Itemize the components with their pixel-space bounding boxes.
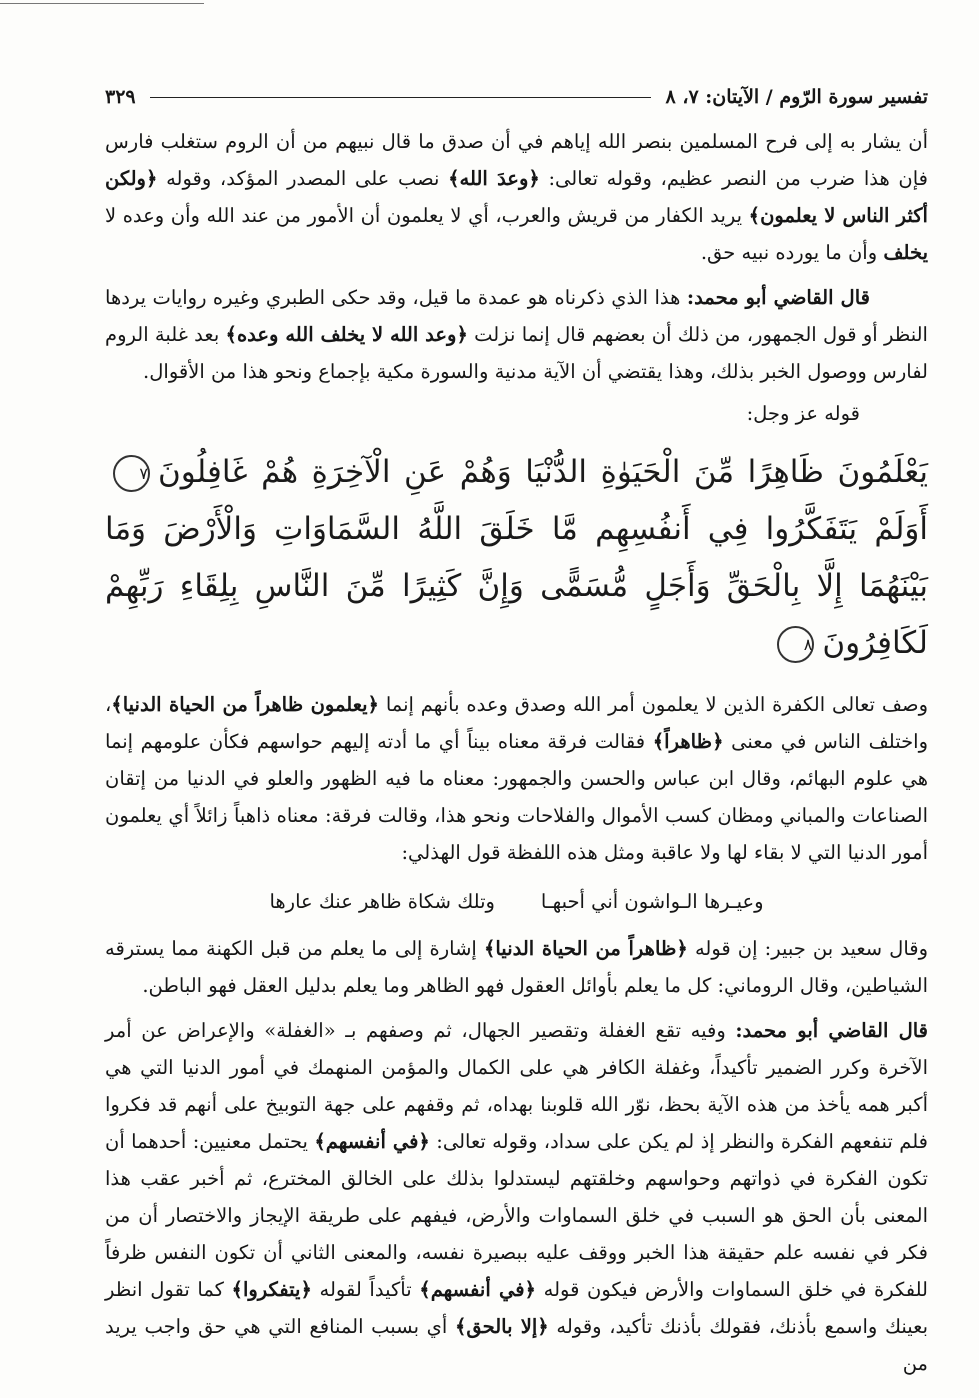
quran-quote: ﴿ظاهراً﴾ <box>652 730 724 753</box>
page-number: ٣٢٩ <box>105 86 136 108</box>
quran-verse-block <box>105 444 928 672</box>
running-header <box>105 80 928 114</box>
quran-quote: ﴿يتفكروا﴾ <box>231 1278 312 1301</box>
poem-verse <box>105 883 928 920</box>
poem-hemistich-2: وتلك شكاة ظاهر عنك عارها <box>269 890 495 913</box>
quran-quote: ﴿في أنفسهم﴾ <box>419 1278 536 1301</box>
paragraph-5: قال القاضي أبو محمد: وفيه تقع الغفلة وتقصير الجهال، ثم وصفهم بـ «الغفلة» والإعراض عن أمر الآخرة وكرر الضمير تأكيداً، وغفلة الكافر هي على الكمال والمؤمن المنهمك في أمور الدنيا التي هي أكبر همه يأخذ من هذه الآية بحظ، نوّر الله قلوبنا بهداه، ثم وقفهم على جهة التوبيخ على أنهم قد فكروا فلم تنفعهم الفكرة والنظر إذ لم يكن على سداد، وقوله تعالى: ﴿في أنفسهم﴾ يحتمل معنيين: أحدهما أن تكون الفكرة في ذواتهم وحواسهم وخلقتهم ليستدلوا بذلك على الخالق المخترع، ثم أخبر عقب هذا المعنى بأن الحق هو السبب في خلق السماوات والأرض، فيفهم على طريقة الإيجاز والاختصار أن من فكر في نفسه علم حقيقة هذا الخبر ووقف عليه ببصيرة نفسه، والمعنى الثاني أن تكون النفس ظرفاً للفكرة في خلق السماوات والأرض فيكون قوله ﴿في أنفسهم﴾ تأكيداً لقوله ﴿يتفكروا﴾ كما تقول انظر بعينك واسمع بأذنك، فقولك بأذنك تأكيد، وقوله ﴿إلا بالحق﴾ أي بسبب المنافع التي هي حق واجب يريد من <box>105 1019 929 1375</box>
paragraph-1: أن يشار به إلى فرح المسلمين بنصر الله إياهم في أن صدق ما قال نبيهم من أن الروم ستغلب فارس فإن هذا ضرب من النصر عظيم، وقوله تعالى: ﴿وعدَ الله﴾ نصب على المصدر المؤكد، وقوله ﴿ولكن أكثر الناس لا يعلمون﴾ يريد الكفار من قريش والعرب، أي لا يعلمون أن الأمور من عند الله وأن وعده لا يخلف وأن ما يورده نبيه حق. <box>105 130 928 264</box>
author-lead: قال القاضي أبو محمد: <box>735 1019 928 1042</box>
paragraph-3: وصف تعالى الكفرة الذين لا يعلمون أمر الله وصدق وعده بأنهم إنما ﴿يعلمون ظاهراً من الحياة الدنيا﴾، واختلف الناس في معنى ﴿ظاهراً﴾ فقالت فرقة معناه بيناً أي ما أدته إليهم حواسهم فكأن علومهم إنما هي علوم البهائم، وقال ابن عباس والحسن والجمهور: معناه ما فيه الظهور والعلو في الدنيا من إتقان الصناعات والمباني ومظان كسب الأموال والفلاحات ونحو هذا، وقالت فرقة: معناه ذاهباً زائلاً أي يعلمون أمور الدنيا التي لا بقاء لها ولا عاقبة ومثل هذه اللفظة قول الهذلي: <box>105 693 928 864</box>
paragraph-4: وقال سعيد بن جبير: إن قوله ﴿ظاهراً من الحياة الدنيا﴾ إشارة إلى ما يعلم من قبل الكهنة مما يسترقه الشياطين، وقال الروماني: كل ما يعلم بأوائل العقول فهو الظاهر وما يعلم بدليل العقل فهو الباطن. <box>105 937 929 997</box>
quran-quote: ﴿وعد الله لا يخلف الله وعده﴾ <box>225 323 468 346</box>
verse-text-7: يَعْلَمُونَ ظَاهِرًا مِّنَ الْحَيَوٰةِ الدُّنْيَا وَهُمْ عَنِ الْآخِرَةِ هُمْ غَافِلُونَ <box>158 454 928 490</box>
verse-label: قوله عز وجل: <box>746 402 860 425</box>
page-body <box>105 80 928 1382</box>
quran-quote: ﴿وعدَ الله﴾ <box>448 167 540 190</box>
header-title: تفسير سورة الرّوم / الآيتان: ٧، ٨ <box>665 86 928 108</box>
poem-hemistich-1: وعيـرها الـواشون أني أحبهـا <box>540 890 764 913</box>
author-lead: قال القاضي أبو محمد: <box>686 286 870 309</box>
quran-quote: ﴿ظاهراً من الحياة الدنيا﴾ <box>483 937 688 960</box>
paragraph-2: قال القاضي أبو محمد: هذا الذي ذكرناه هو عمدة ما قيل، وقد حكى الطبري وغيره روايات يردها النظر أو قول الجمهور، من ذلك أن بعضهم قال إنما نزلت ﴿وعد الله لا يخلف الله وعده﴾ بعد غلبة الروم لفارس ووصول الخبر بذلك، وهذا يقتضي أن الآية مدنية والسورة مكية بإجماع ونحو هذا من الأقوال. <box>105 286 928 383</box>
quran-quote: ﴿في أنفسهم﴾ <box>314 1130 430 1153</box>
header-rule <box>150 97 652 98</box>
top-margin-rule <box>0 3 204 4</box>
verse-text-8: أَوَلَمْ يَتَفَكَّرُوا فِي أَنفُسِهِم مَّا خَلَقَ اللَّهُ السَّمَاوَاتِ وَالْأَرْضَ وَمَا بَيْنَهُمَا إِلَّا بِالْحَقِّ وَأَجَلٍ مُّسَمًّى وَإِنَّ كَثِيرًا مِّنَ النَّاسِ بِلِقَاءِ رَبِّهِمْ لَكَافِرُونَ <box>105 511 928 661</box>
ayah-marker-7: ٧ <box>113 455 150 492</box>
ayah-marker-8: ٨ <box>777 626 814 663</box>
quran-quote: ﴿يعلمون ظاهراً من الحياة الدنيا﴾ <box>111 693 379 716</box>
quran-quote: يخلف <box>883 241 928 264</box>
quran-quote: ﴿إلا بالحق﴾ <box>454 1315 549 1338</box>
quran-quote: ﴿ولكن أكثر الناس لا يعلمون﴾ <box>105 167 928 227</box>
